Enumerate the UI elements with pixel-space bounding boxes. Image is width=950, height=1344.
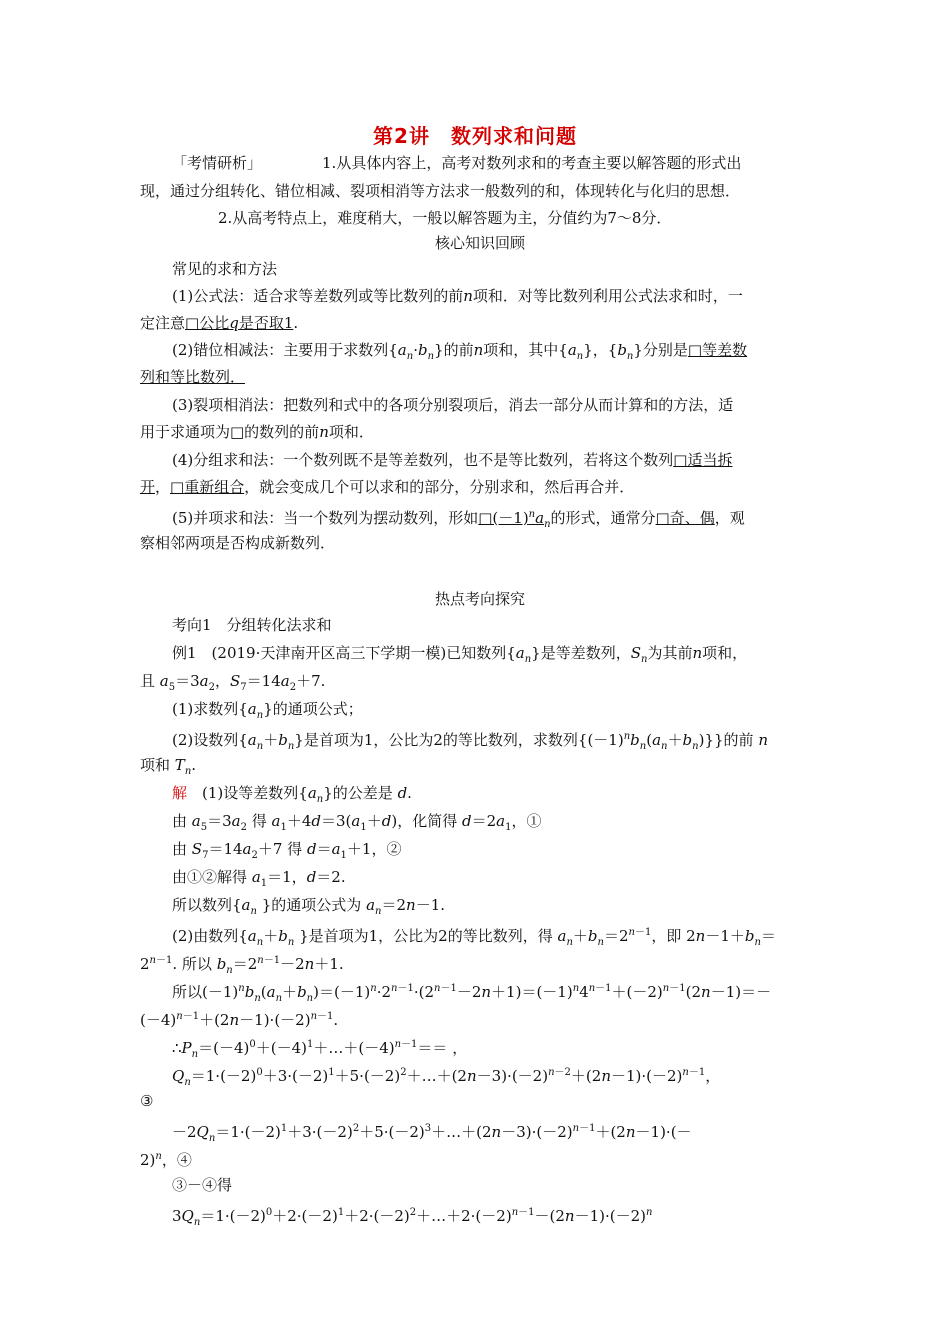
method-1-line-2: 定注意□公比q是否取1. <box>140 314 299 332</box>
solution-line-1: 解 (1)设等差数列$\{a_n\}$的公差是 d. <box>172 784 412 805</box>
solution-line-8: 所以$(-1)^nb_n(a_n+b_n)=(-1)^n\cdot 2^{n-1}\cdot(2^{n-1}-2n+1)=(-1)^n4^{n-1}+(-2)^{n-1}(2n-1)=-$ <box>172 983 772 1004</box>
solution-line-15: ③－④得 <box>172 1176 233 1194</box>
example-line-2: 且 $a_5=3a_2$，$S_7=14a_2+7$. <box>140 672 326 693</box>
solution-label: 解 <box>172 784 188 802</box>
solution-line-9: $(-4)^{n-1}+(2n-1)\cdot(-2)^{n-1}$. <box>140 1011 339 1029</box>
intro-label: 「考情研析」 <box>172 154 263 172</box>
solution-line-12: ③ <box>140 1092 154 1110</box>
method-1-line-1: (1)公式法：适合求等差数列或等比数列的前n项和．对等比数列利用公式法求和时，一 <box>172 287 743 305</box>
solution-line-4: 由①②解得 $a_1=1$，d＝2. <box>172 868 346 889</box>
solution-line-7: $2^{n-1}$. 所以 $b_n=2^{n-1}-2n+1$. <box>140 955 344 976</box>
solution-line-2: 由 $a_5=3a_2$ 得 $a_1+4d=3(a_1+d)$，化简得 $d=2a_1$，① <box>172 812 542 833</box>
solution-line-13: $-2Q_n=1\cdot(-2)^1+3\cdot(-2)^2+5\cdot(-2)^3+\dots+(2n-3)\cdot(-2)^{n-1}+(2n-1)\cdot(-$ <box>172 1123 692 1144</box>
example-line-1: 例1 (2019·天津南开区高三下学期一模)已知数列$\{a_n\}$是等差数列，$S_n$为其前n项和， <box>172 644 748 665</box>
intro-p2: 2.从高考特点上，难度稍大，一般以解答题为主，分值约为7～8分． <box>218 209 672 227</box>
method-3-line-2: 用于求通项为□的数列的前n项和． <box>140 423 374 441</box>
intro-line-1 <box>172 152 820 174</box>
method-5-line-1: (5)并项求和法：当一个数列为摆动数列，形如$□(-1)^na_n$的形式，通常分□奇、偶，观 <box>172 509 745 530</box>
method-4-line-2: 开，□重新组合，就会变成几个可以求和的部分，分别求和，然后再合并． <box>140 478 635 496</box>
solution-line-5: 所以数列{$a_n$ }的通项公式为 $a_n=2n-1$. <box>172 896 445 917</box>
solution-line-6: (2)由数列{$a_n+b_n$ }是首项为1，公比为2的等比数列，得 $a_n+b_n=2^{n-1}$，即 $2n-1+b_n=$ <box>172 927 776 948</box>
question-1: (1)求数列$\{a_n\}$的通项公式； <box>172 700 363 721</box>
method-5-line-2: 察相邻两项是否构成新数列． <box>140 534 336 552</box>
method-2-line-1: (2)错位相减法：主要用于求数列$\{a_n\cdot b_n\}$的前n项和，其中$\{a_n\}$，$\{b_n\}$分别是□等差数 <box>172 341 748 362</box>
solution-line-3: 由 $S_7=14a_2+7$ 得 $d=a_1+1$，② <box>172 840 402 861</box>
solution-line-14: 2)$^n$，④ <box>140 1151 192 1169</box>
intro-line-2: 现，通过分组转化、错位相减、裂项相消等方法求一般数列的和，体现转化与化归的思想． <box>140 182 741 200</box>
question-2-line-2: 项和 $T_n$. <box>140 756 197 777</box>
solution-line-10: $\therefore P_n=(-4)^0+(-4)^1+\dots+(-4)^{n-1}==$ ， <box>172 1039 468 1060</box>
question-2-line-1: (2)设数列$\{a_n+b_n\}$是首项为1，公比为2的等比数列，求数列$\{(-1)^nb_n(a_n+b_n)\}$}的前 n <box>172 731 768 752</box>
page-title: 第2讲 数列求和问题 <box>373 124 577 148</box>
solution-line-11: $Q_n=1\cdot(-2)^0+3\cdot(-2)^1+5\cdot(-2)^2+\dots+(2n-3)\cdot(-2)^{n-2}+(2n-1)\cdot(-2)^{n-1}$， <box>172 1067 721 1088</box>
method-4-line-1: (4)分组求和法：一个数列既不是等差数列，也不是等比数列，若将这个数列□适当拆 <box>172 451 733 469</box>
solution-line-16: $3Q_n=1\cdot(-2)^0+2\cdot(-2)^1+2\cdot(-2)^2+\dots+2\cdot(-2)^{n-1}-(2n-1)\cdot(-2)^n$ <box>172 1207 653 1228</box>
method-2-line-2: 列和等比数列． <box>140 368 246 386</box>
section-heading-hot: 热点考向探究 <box>434 590 525 608</box>
intro-p1-a: 1.从具体内容上，高考对数列求和的考查主要以解答题的形式出 <box>322 154 742 172</box>
methods-subheading: 常见的求和方法 <box>172 260 278 278</box>
topic-heading: 考向1 分组转化法求和 <box>172 616 332 634</box>
method-3-line-1: (3)裂项相消法：把数列和式中的各项分别裂项后，消去一部分从而计算和的方法，适 <box>172 396 734 414</box>
section-heading-core: 核心知识回顾 <box>434 234 525 252</box>
